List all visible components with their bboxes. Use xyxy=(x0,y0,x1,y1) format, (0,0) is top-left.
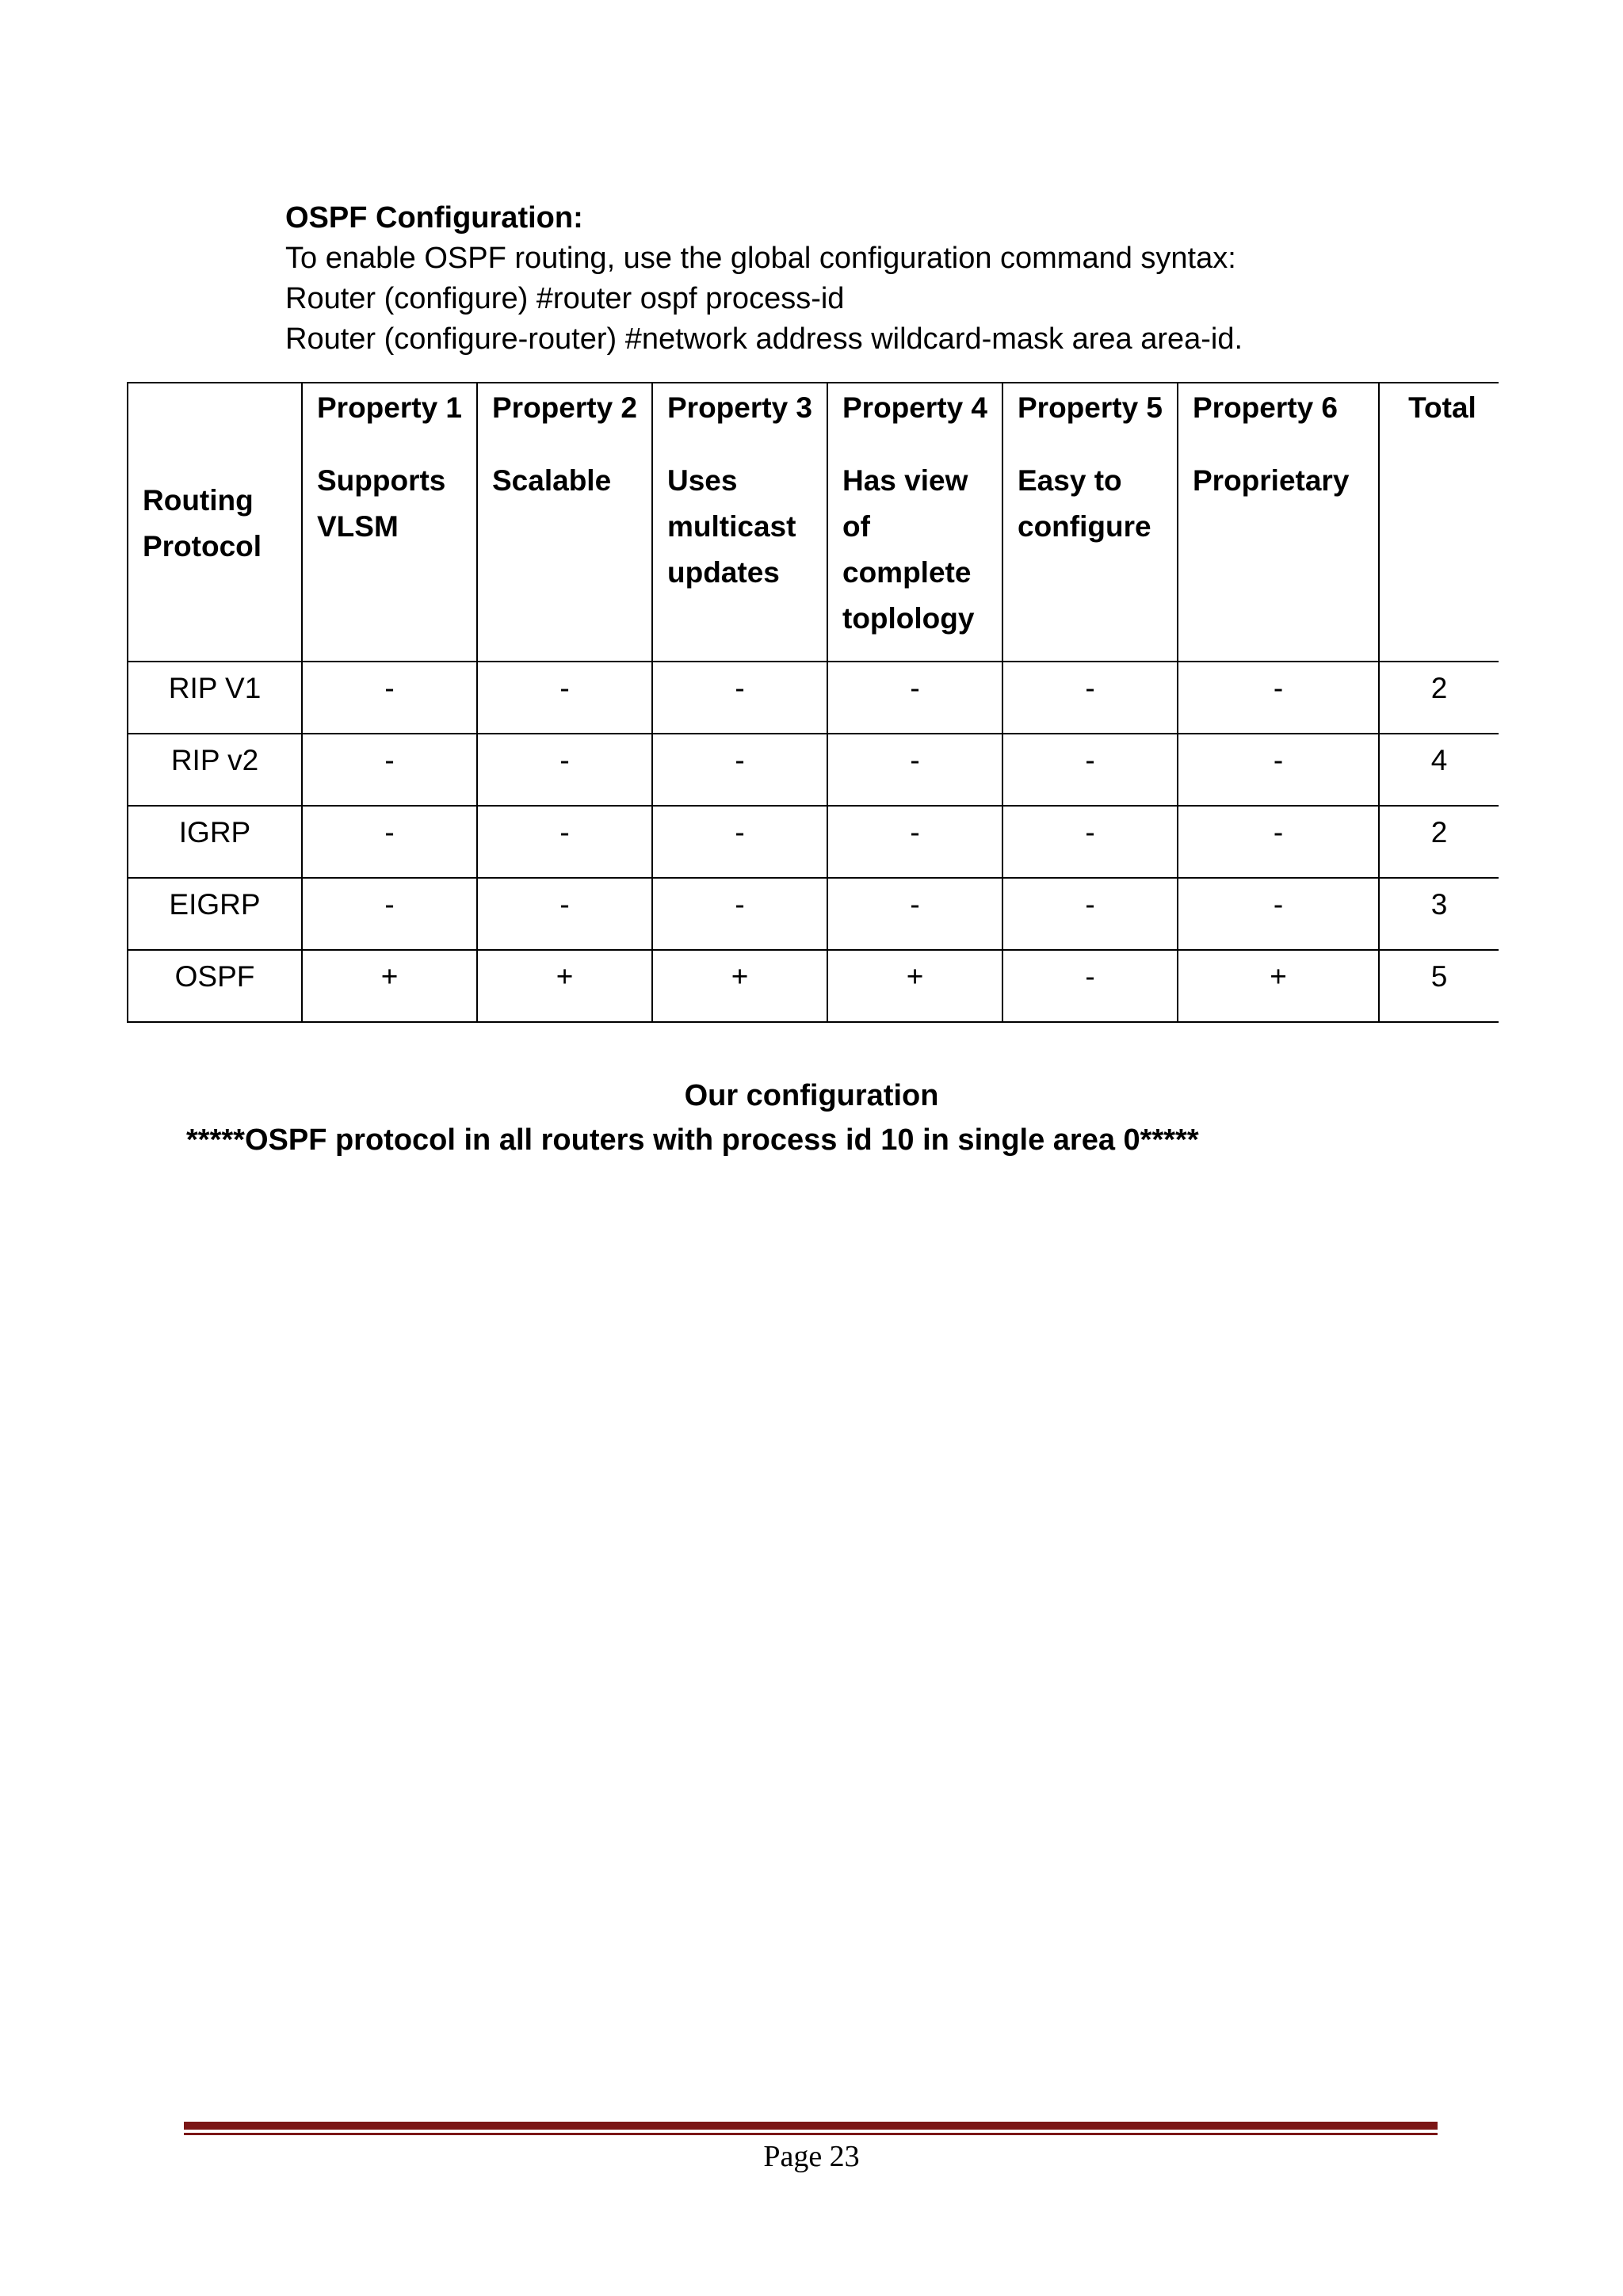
value-cell: - xyxy=(827,806,1002,878)
value-cell: - xyxy=(1002,950,1178,1022)
protocol-cell: OSPF xyxy=(128,950,302,1022)
value-cell: - xyxy=(827,734,1002,806)
value-cell: - xyxy=(827,662,1002,734)
property-name: Supports VLSM xyxy=(317,464,446,543)
protocol-cell: IGRP xyxy=(128,806,302,878)
total-cell: 2 xyxy=(1379,806,1499,878)
intro-block xyxy=(285,198,1243,360)
command-line-2: Router (configure-router) #network address wildcard-mask area area-id. xyxy=(285,322,1243,356)
total-label: Total xyxy=(1408,391,1476,424)
property-name: Has view of complete toplology xyxy=(842,464,975,635)
routing-protocol-table xyxy=(127,382,1499,1023)
footer-rule-thin xyxy=(184,2133,1438,2135)
page-number: Page 23 xyxy=(763,2140,860,2173)
section-heading: OSPF Configuration: xyxy=(285,201,583,235)
value-cell: + xyxy=(477,950,652,1022)
value-cell: - xyxy=(302,662,477,734)
value-cell: - xyxy=(477,878,652,950)
table-row xyxy=(128,662,1499,734)
intro-text: To enable OSPF routing, use the global configuration command syntax: xyxy=(285,242,1236,275)
header-property-1 xyxy=(302,383,477,662)
value-cell: + xyxy=(302,950,477,1022)
protocol-cell: RIP v2 xyxy=(128,734,302,806)
value-cell: - xyxy=(827,878,1002,950)
value-cell: - xyxy=(652,806,827,878)
header-property-5 xyxy=(1002,383,1178,662)
property-number: Property 2 xyxy=(492,391,638,424)
command-line-1: Router (configure) #router ospf process-id xyxy=(285,282,845,315)
table-row xyxy=(128,734,1499,806)
table-header-row xyxy=(128,383,1499,662)
value-cell: + xyxy=(652,950,827,1022)
property-number: Property 4 xyxy=(842,391,988,424)
table-row xyxy=(128,878,1499,950)
value-cell: - xyxy=(302,878,477,950)
property-name: Proprietary xyxy=(1193,464,1350,497)
value-cell: - xyxy=(652,734,827,806)
value-cell: - xyxy=(302,806,477,878)
value-cell: + xyxy=(827,950,1002,1022)
value-cell: - xyxy=(652,662,827,734)
value-cell: + xyxy=(1178,950,1379,1022)
value-cell: - xyxy=(652,878,827,950)
property-name: Uses multicast updates xyxy=(667,464,796,589)
value-cell: - xyxy=(1002,662,1178,734)
value-cell: - xyxy=(1002,734,1178,806)
footer-rule xyxy=(184,2122,1438,2130)
value-cell: - xyxy=(1178,878,1379,950)
value-cell: - xyxy=(1002,806,1178,878)
property-name: Scalable xyxy=(492,464,612,497)
property-name: Easy to configure xyxy=(1018,464,1151,543)
config-note: *****OSPF protocol in all routers with process id 10 in single area 0***** xyxy=(186,1123,1199,1157)
table-row xyxy=(128,950,1499,1022)
property-number: Property 5 xyxy=(1018,391,1163,424)
header-property-6 xyxy=(1178,383,1379,662)
protocol-cell: RIP V1 xyxy=(128,662,302,734)
value-cell: - xyxy=(1178,806,1379,878)
header-total xyxy=(1379,383,1499,662)
value-cell: - xyxy=(1178,734,1379,806)
protocol-cell: EIGRP xyxy=(128,878,302,950)
header-property-3 xyxy=(652,383,827,662)
header-routing-protocol: Routing Protocol xyxy=(128,383,302,662)
config-title: Our configuration xyxy=(684,1079,939,1112)
value-cell: - xyxy=(1178,662,1379,734)
header-property-4 xyxy=(827,383,1002,662)
value-cell: - xyxy=(1002,878,1178,950)
value-cell: - xyxy=(477,734,652,806)
value-cell: - xyxy=(477,806,652,878)
value-cell: - xyxy=(302,734,477,806)
property-number: Property 6 xyxy=(1193,391,1338,424)
total-cell: 4 xyxy=(1379,734,1499,806)
value-cell: - xyxy=(477,662,652,734)
property-number: Property 1 xyxy=(317,391,463,424)
property-number: Property 3 xyxy=(667,391,813,424)
total-cell: 2 xyxy=(1379,662,1499,734)
header-property-2 xyxy=(477,383,652,662)
total-cell: 3 xyxy=(1379,878,1499,950)
table-row xyxy=(128,806,1499,878)
total-cell: 5 xyxy=(1379,950,1499,1022)
